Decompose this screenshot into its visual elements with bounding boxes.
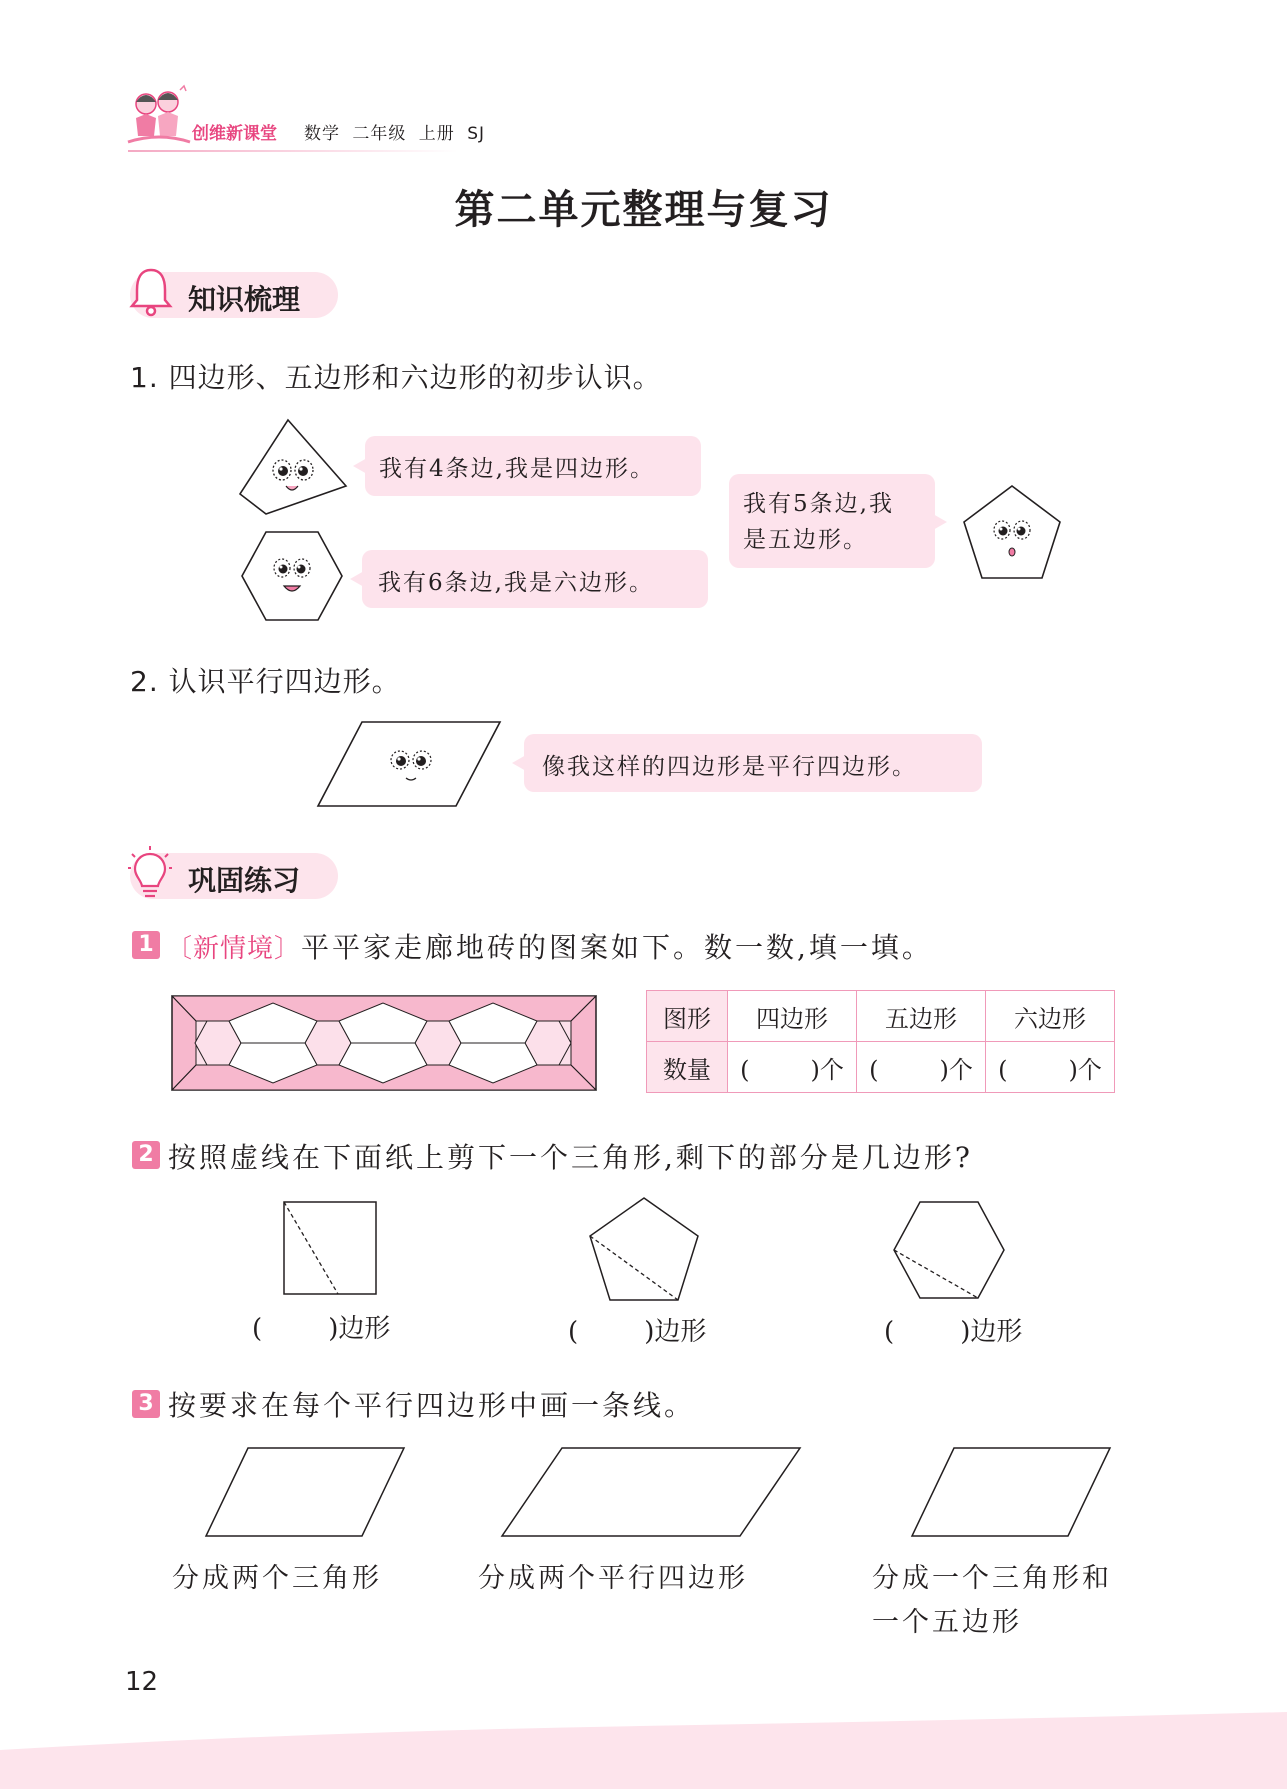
knowledge-item-1: 1. 四边形、五边形和六边形的初步认识。 — [130, 361, 662, 394]
speech-bubble-pentagon — [729, 474, 935, 568]
question-2-text: 按照虚线在下面纸上剪下一个三角形,剩下的部分是几边形? — [168, 1141, 973, 1174]
caption-triangle-and-pentagon-line1: 分成一个三角形和 — [872, 1563, 1112, 1594]
answer-blank-square[interactable]: ( )边形 — [252, 1314, 391, 1344]
brand-name: 创维新课堂 — [192, 124, 277, 144]
answer-blank-hexagon[interactable]: ( )个 — [986, 1042, 1115, 1093]
caption-triangle-and-pentagon-line2: 一个五边形 — [872, 1607, 1022, 1638]
question-1-line — [166, 926, 933, 966]
quadrilateral-face-figure — [236, 418, 348, 518]
question-3-badge: 3 — [132, 1390, 160, 1418]
book-subject: 数学 二年级 上册 SJ — [304, 124, 486, 144]
question-1-badge: 1 — [132, 931, 160, 959]
square-with-dashed-cut — [282, 1200, 378, 1296]
bubble-quadrilateral-text: 我有4条边,我是四边形。 — [379, 456, 655, 482]
floor-tile-pattern — [171, 995, 597, 1091]
shape-count-table — [646, 990, 1115, 1093]
bubble-tail-left — [512, 755, 526, 771]
bubble-tail-left — [350, 571, 364, 587]
parallelogram-1[interactable] — [204, 1446, 406, 1538]
hexagon-with-dashed-cut — [892, 1200, 1006, 1300]
speech-bubble-parallelogram — [524, 734, 982, 792]
bell-icon — [128, 266, 174, 318]
bubble-hexagon-text: 我有6条边,我是六边形。 — [378, 570, 654, 596]
section-practice-label: 巩固练习 — [188, 864, 301, 897]
parallelogram-2[interactable] — [500, 1446, 802, 1538]
answer-blank-hexagon[interactable]: ( )边形 — [884, 1317, 1023, 1347]
pentagon-face-figure — [962, 484, 1062, 580]
header-divider — [128, 150, 458, 152]
caption-two-triangles: 分成两个三角形 — [172, 1563, 382, 1594]
hexagon-face-figure — [240, 530, 344, 622]
table-row — [647, 1042, 1115, 1093]
answer-blank-pentagon[interactable]: ( )个 — [857, 1042, 986, 1093]
bubble-tail-right — [933, 514, 947, 530]
question-1-text: 平平家走廊地砖的图案如下。数一数,填一填。 — [301, 931, 933, 964]
question-2-badge: 2 — [132, 1141, 160, 1169]
table-header-cell: 四边形 — [728, 991, 857, 1042]
new-scenario-tag: 〔新情境〕 — [166, 934, 302, 964]
parallelogram-3[interactable] — [910, 1446, 1112, 1538]
speech-bubble-hexagon — [362, 550, 708, 608]
pentagon-with-dashed-cut — [588, 1196, 700, 1302]
answer-blank-quadrilateral[interactable]: ( )个 — [728, 1042, 857, 1093]
bubble-pentagon-line2: 是五边形。 — [743, 527, 868, 553]
page-number: 12 — [125, 1667, 159, 1697]
section-knowledge-label: 知识梳理 — [188, 283, 301, 316]
table-header-cell: 五边形 — [857, 991, 986, 1042]
bubble-parallelogram-text: 像我这样的四边形是平行四边形。 — [542, 754, 917, 780]
table-header-cell: 六边形 — [986, 991, 1115, 1042]
knowledge-item-2: 2. 认识平行四边形。 — [130, 665, 401, 698]
footer-pink-band — [0, 1712, 1287, 1789]
table-header-cell: 数量 — [647, 1042, 728, 1093]
bubble-pentagon-line1: 我有5条边,我 — [743, 491, 894, 517]
bubble-tail-left — [353, 458, 367, 474]
lightbulb-icon — [128, 846, 172, 900]
caption-two-parallelograms: 分成两个平行四边形 — [478, 1563, 748, 1594]
table-row — [647, 991, 1115, 1042]
table-header-cell: 图形 — [647, 991, 728, 1042]
kids-logo-illustration — [124, 84, 194, 154]
answer-blank-pentagon[interactable]: ( )边形 — [568, 1317, 707, 1347]
speech-bubble-quadrilateral — [365, 436, 701, 496]
parallelogram-face-figure — [316, 720, 502, 808]
question-3-text: 按要求在每个平行四边形中画一条线。 — [168, 1389, 696, 1422]
page-title: 第二单元整理与复习 — [454, 187, 833, 233]
